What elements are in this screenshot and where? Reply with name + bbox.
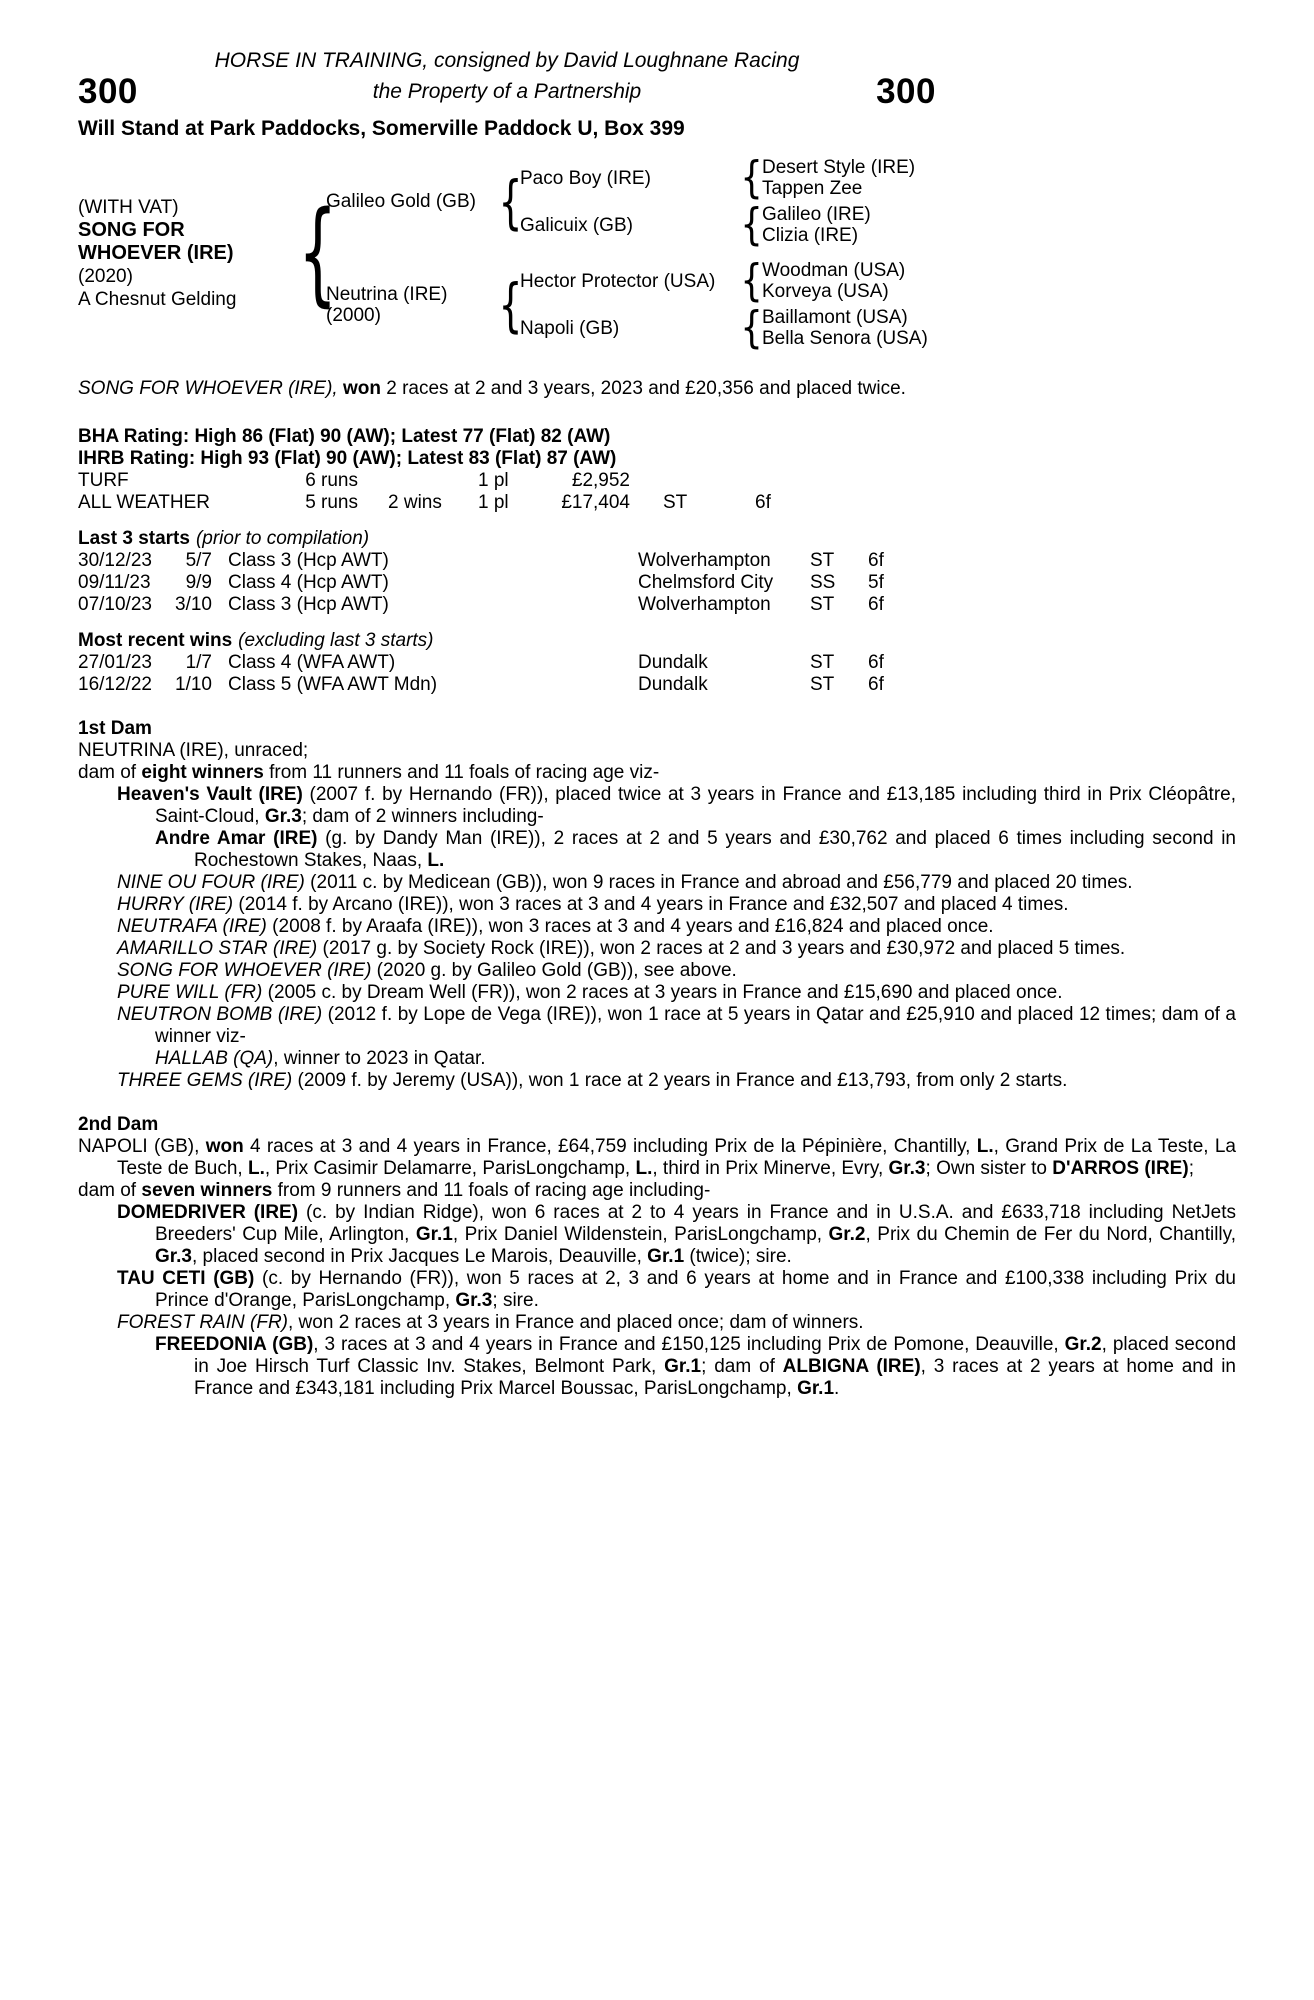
- position-cell: 5/7: [185, 550, 212, 571]
- dam-heading: 1st Dam: [78, 718, 152, 739]
- text-run: SONG FOR WHOEVER (IRE),: [78, 378, 338, 399]
- text-run: NEUTRINA (IRE), unraced;: [78, 740, 309, 761]
- brace-icon: [740, 203, 759, 247]
- start-row: [78, 550, 1236, 572]
- date-cell: 30/12/23: [78, 550, 152, 571]
- going-cell: ST: [810, 652, 835, 673]
- great-grandparents-pair: [762, 204, 936, 246]
- wins-cell: 2 wins: [388, 492, 442, 513]
- grandsire-branch: [520, 259, 936, 303]
- section-heading: [78, 630, 1236, 652]
- text-run: Andre Amar (IRE): [155, 828, 318, 849]
- text-run: , Grand Prix de La Teste, La Teste de Buch,: [117, 1136, 1236, 1179]
- distance-cell: 6f: [868, 550, 884, 571]
- section-title: Most recent wins: [78, 630, 233, 651]
- record-table: [78, 470, 1236, 514]
- text-run: (2009 f. by Jeremy (USA)), won 1 race at 2 years in France and £13,793, from only 2 starts.: [292, 1070, 1068, 1091]
- going-cell: SS: [810, 572, 836, 593]
- track-cell: Dundalk: [638, 652, 708, 673]
- text-run: (2007 f. by Hernando (FR)), placed twice at 3 years in France and £13,185 including third in Prix Cléopâtre, Saint-Cloud,: [155, 784, 1237, 827]
- grandsire-branch: [520, 156, 936, 200]
- sire-branch: [326, 156, 936, 247]
- text-run: L.: [635, 1158, 653, 1179]
- text-run: L.: [427, 850, 445, 871]
- text-run: , 3 races at 3 and 4 years in France and £150,125 including Prix de Pomone, Deauville,: [313, 1334, 1065, 1355]
- text-run: eight winners: [141, 762, 264, 783]
- dam-summary-line: [78, 1136, 1236, 1180]
- text-run: .: [834, 1378, 840, 1399]
- track-cell: Dundalk: [638, 674, 708, 695]
- date-cell: 07/10/23: [78, 594, 152, 615]
- date-cell: 16/12/22: [78, 674, 152, 695]
- text-run: (2017 g. by Society Rock (IRE)), won 2 races at 2 and 3 years and £30,972 and placed 5 times.: [317, 938, 1126, 959]
- progeny-entry: [78, 1004, 1236, 1048]
- horse-name: SONG FOR WHOEVER (IRE): [78, 218, 234, 264]
- text-run: NAPOLI (GB),: [78, 1136, 206, 1157]
- text-run: FREEDONIA (GB): [155, 1334, 314, 1355]
- wins-cell: [358, 470, 478, 492]
- great-granddam-name: Tappen Zee: [762, 178, 863, 199]
- distance-cell: 6f: [868, 652, 884, 673]
- section-title: Last 3 starts: [78, 528, 190, 549]
- start-row: [78, 572, 1236, 594]
- text-run: SONG FOR WHOEVER (IRE): [117, 960, 372, 981]
- progeny-entry: [78, 960, 1236, 982]
- progeny-entry: [78, 1202, 1236, 1268]
- foaling-year: (2020): [78, 265, 133, 287]
- section-heading: [78, 528, 1236, 550]
- text-run: TAU CETI (GB): [117, 1268, 255, 1289]
- runs-cell: 6 runs: [305, 470, 358, 491]
- progeny-entry: [78, 1268, 1236, 1312]
- text-run: from 11 runners and 11 foals of racing age viz-: [263, 762, 660, 783]
- pedigree-table: [78, 156, 936, 350]
- date-cell: 09/11/23: [78, 572, 151, 593]
- going-cell: [630, 470, 720, 492]
- dam-year: (2000): [326, 304, 381, 326]
- text-run: DOMEDRIVER (IRE): [117, 1202, 299, 1223]
- sire-grandparents-column: [520, 156, 936, 247]
- start-row: [78, 652, 1236, 674]
- progeny-entry: [78, 1312, 1236, 1334]
- earnings-cell: £2,952: [571, 470, 630, 491]
- text-run: (2005 c. by Dream Well (FR)), won 2 races at 3 years in France and £15,690 and placed once.: [262, 982, 1063, 1003]
- record-row: [78, 492, 1236, 514]
- progeny-entry: [78, 872, 1236, 894]
- start-row: [78, 594, 1236, 616]
- great-grandsire-name: Galileo (IRE): [762, 204, 871, 225]
- text-run: (2014 f. by Arcano (IRE)), won 3 races at 3 and 4 years in France and £32,507 and placed 4 times.: [233, 894, 1069, 915]
- great-grandparents-pair: [762, 157, 936, 199]
- text-run: Gr.3: [264, 806, 302, 827]
- great-granddam-name: Bella Senora (USA): [762, 328, 928, 349]
- lot-row: [78, 74, 936, 110]
- text-run: won: [342, 378, 381, 399]
- text-run: 2 races at 2 and 3 years, 2023 and £20,356 and placed twice.: [380, 378, 906, 399]
- start-row: [78, 674, 1236, 696]
- text-run: (2012 f. by Lope de Vega (IRE)), won 1 race at 5 years in Qatar and £25,910 and placed 12 times; dam of a winner viz-: [155, 1004, 1236, 1047]
- race-cell: Class 3 (Hcp AWT): [228, 594, 389, 615]
- going-cell: ST: [810, 550, 835, 571]
- text-run: , Prix Casimir Delamarre, ParisLongchamp,: [264, 1158, 636, 1179]
- position-cell: 1/10: [175, 674, 212, 695]
- parents-column: [326, 156, 936, 350]
- dam-produce-line: [78, 762, 1236, 784]
- progeny-list: [78, 1202, 1236, 1400]
- text-run: 4 races at 3 and 4 years in France, £64,759 including Prix de la Pépinière, Chantilly,: [243, 1136, 977, 1157]
- text-run: Gr.1: [797, 1378, 835, 1399]
- grandsire-name: Paco Boy (IRE): [520, 167, 651, 189]
- progeny-entry: [78, 828, 1236, 872]
- dam-name-block: [326, 284, 494, 326]
- brace-icon: [298, 197, 318, 309]
- race-cell: Class 4 (WFA AWT): [228, 652, 396, 673]
- text-run: , Prix du Chemin de Fer du Nord, Chantilly,: [865, 1224, 1237, 1245]
- text-run: AMARILLO STAR (IRE): [117, 938, 318, 959]
- progeny-entry: [78, 784, 1236, 828]
- second-dam-section: [78, 1114, 1236, 1400]
- track-cell: Wolverhampton: [638, 550, 771, 571]
- text-run: HURRY (IRE): [117, 894, 234, 915]
- placed-cell: 1 pl: [478, 470, 509, 491]
- text-run: won: [205, 1136, 244, 1157]
- great-grandsire-name: Desert Style (IRE): [762, 157, 916, 178]
- progeny-entry: [78, 1334, 1236, 1400]
- text-run: , won 2 races at 3 years in France and placed once; dam of winners.: [288, 1312, 864, 1333]
- text-run: ; sire.: [492, 1290, 539, 1311]
- lot-number-left: 300: [78, 72, 138, 111]
- distance-cell: [720, 470, 1236, 492]
- sire-name: Galileo Gold (GB): [326, 191, 476, 212]
- section-subtitle: (excluding last 3 starts): [238, 630, 434, 651]
- text-run: ; dam of: [701, 1356, 783, 1377]
- horse-details: [78, 196, 290, 311]
- record-row: [78, 470, 1236, 492]
- text-run: D'ARROS (IRE): [1052, 1158, 1189, 1179]
- position-cell: 1/7: [185, 652, 212, 673]
- vat-note: (WITH VAT): [78, 196, 179, 218]
- great-grandparents-pair: [762, 307, 936, 349]
- dam-produce-line: [78, 1180, 1236, 1202]
- dam-branch: [326, 259, 936, 350]
- text-run: NEUTRAFA (IRE): [117, 916, 267, 937]
- surface-cell: TURF: [78, 470, 129, 491]
- text-run: ; Own sister to: [925, 1158, 1053, 1179]
- position-cell: 3/10: [175, 594, 212, 615]
- going-cell: ST: [810, 674, 835, 695]
- progeny-list: [78, 784, 1236, 1092]
- ratings-block: [78, 426, 1236, 470]
- text-run: , Prix Daniel Wildenstein, ParisLongchamp,: [452, 1224, 829, 1245]
- text-run: Gr.1: [647, 1246, 685, 1267]
- text-run: ;: [1188, 1158, 1194, 1179]
- grandsire-name: Hector Protector (USA): [520, 270, 716, 292]
- text-run: from 9 runners and 11 foals of racing age including-: [272, 1180, 711, 1201]
- great-grandsire-name: Woodman (USA): [762, 260, 906, 281]
- text-run: NINE OU FOUR (IRE): [117, 872, 305, 893]
- text-run: (twice); sire.: [684, 1246, 792, 1267]
- text-run: Gr.3: [888, 1158, 926, 1179]
- text-run: seven winners: [141, 1180, 273, 1201]
- ihrb-rating: IHRB Rating: High 93 (Flat) 90 (AW); Latest 83 (Flat) 87 (AW): [78, 448, 617, 469]
- going-cell: ST: [810, 594, 835, 615]
- brace-icon: [499, 173, 516, 231]
- horse-description: A Chesnut Gelding: [78, 288, 237, 310]
- great-granddam-name: Clizia (IRE): [762, 225, 859, 246]
- granddam-name: Galicuix (GB): [520, 214, 633, 236]
- text-run: Heaven's Vault (IRE): [117, 784, 303, 805]
- text-run: dam of: [78, 1180, 142, 1201]
- text-run: (g. by Dandy Man (IRE)), 2 races at 2 and 5 years and £30,762 and placed 6 times including second in Rochestown Stakes, Naas,: [194, 828, 1236, 871]
- text-run: (c. by Indian Ridge), won 6 races at 2 to 4 years in France and in U.S.A. and £633,718 including NetJets Breeders' Cup Mile, Arlington,: [155, 1202, 1236, 1245]
- text-run: ALBIGNA (IRE): [782, 1356, 921, 1377]
- great-grandsire-name: Baillamont (USA): [762, 307, 908, 328]
- text-run: NEUTRON BOMB (IRE): [117, 1004, 323, 1025]
- text-run: Gr.1: [664, 1356, 702, 1377]
- distance-cell: 5f: [868, 572, 884, 593]
- text-run: (2011 c. by Medicean (GB)), won 9 races in France and abroad and £56,779 and placed 20 times.: [304, 872, 1133, 893]
- text-run: Gr.2: [1064, 1334, 1102, 1355]
- text-run: , winner to 2023 in Qatar.: [273, 1048, 486, 1069]
- text-run: FOREST RAIN (FR): [117, 1312, 288, 1333]
- progeny-entry: [78, 1048, 1236, 1070]
- track-cell: Chelmsford City: [638, 572, 774, 593]
- granddam-branch: [520, 203, 936, 247]
- great-grandparents-pair: [762, 260, 936, 302]
- race-record-summary: [78, 378, 1236, 400]
- progeny-entry: [78, 1070, 1236, 1092]
- date-cell: 27/01/23: [78, 652, 152, 673]
- surface-cell: ALL WEATHER: [78, 492, 210, 513]
- earnings-cell: £17,404: [561, 492, 630, 513]
- going-cell: ST: [663, 492, 688, 513]
- position-cell: 9/9: [185, 572, 212, 593]
- brace-icon: [740, 156, 759, 200]
- lot-number-right: 300: [876, 72, 936, 111]
- progeny-entry: [78, 916, 1236, 938]
- text-run: Gr.3: [155, 1246, 192, 1267]
- race-cell: Class 3 (Hcp AWT): [228, 550, 389, 571]
- brace-icon: [499, 276, 516, 334]
- text-run: (c. by Hernando (FR)), won 5 races at 2, 3 and 6 years at home and in France and £100,338 including Prix du Prince d'Orange, ParisLongchamp,: [155, 1268, 1236, 1311]
- text-run: Gr.2: [828, 1224, 866, 1245]
- property-line: the Property of a Partnership: [372, 80, 642, 103]
- text-run: Gr.1: [415, 1224, 453, 1245]
- placed-cell: 1 pl: [478, 492, 509, 513]
- dam-grandparents-column: [520, 259, 936, 350]
- text-run: , 3 races at 2 years at home and in France and £343,181 including Prix Marcel Boussac, ParisLongchamp,: [194, 1356, 1237, 1399]
- runs-cell: 5 runs: [305, 492, 358, 513]
- last-3-starts-section: [78, 528, 1236, 616]
- text-run: dam of: [78, 762, 142, 783]
- consignor-line: HORSE IN TRAINING, consigned by David Loughnane Racing: [214, 49, 800, 72]
- text-run: , third in Prix Minerve, Evry,: [652, 1158, 889, 1179]
- text-run: L.: [976, 1136, 994, 1157]
- dam-summary-line: [78, 740, 1236, 762]
- bha-rating: BHA Rating: High 86 (Flat) 90 (AW); Latest 77 (Flat) 82 (AW): [78, 426, 611, 447]
- stand-location-line: Will Stand at Park Paddocks, Somerville Paddock U, Box 399: [78, 117, 685, 140]
- progeny-entry: [78, 982, 1236, 1004]
- page-header: [78, 50, 936, 140]
- progeny-entry: [78, 938, 1236, 960]
- text-run: , placed second in Prix Jacques Le Marois, Deauville,: [191, 1246, 648, 1267]
- text-run: PURE WILL (FR): [117, 982, 263, 1003]
- text-run: (2008 f. by Araafa (IRE)), won 3 races at 3 and 4 years and £16,824 and placed once.: [266, 916, 994, 937]
- text-run: (2020 g. by Galileo Gold (GB)), see above.: [371, 960, 737, 981]
- section-subtitle: (prior to compilation): [195, 528, 370, 549]
- track-cell: Wolverhampton: [638, 594, 771, 615]
- text-run: HALLAB (QA): [155, 1048, 274, 1069]
- text-run: THREE GEMS (IRE): [117, 1070, 293, 1091]
- text-run: ; dam of 2 winners including-: [301, 806, 544, 827]
- text-run: , placed second in Joe Hirsch Turf Classic Inv. Stakes, Belmont Park,: [194, 1334, 1237, 1377]
- great-granddam-name: Korveya (USA): [762, 281, 889, 302]
- dam-heading: 2nd Dam: [78, 1114, 159, 1135]
- brace-icon: [740, 306, 759, 350]
- granddam-name: Napoli (GB): [520, 317, 620, 339]
- granddam-branch: [520, 306, 936, 350]
- first-dam-section: [78, 718, 1236, 1092]
- text-run: L.: [247, 1158, 265, 1179]
- brace-icon: [740, 259, 759, 303]
- distance-cell: 6f: [755, 492, 771, 513]
- race-cell: Class 5 (WFA AWT Mdn): [228, 674, 438, 695]
- text-run: Gr.3: [455, 1290, 493, 1311]
- distance-cell: 6f: [868, 674, 884, 695]
- race-cell: Class 4 (Hcp AWT): [228, 572, 389, 593]
- progeny-entry: [78, 894, 1236, 916]
- distance-cell: 6f: [868, 594, 884, 615]
- most-recent-wins-section: [78, 630, 1236, 696]
- dam-name: Neutrina (IRE): [326, 283, 448, 305]
